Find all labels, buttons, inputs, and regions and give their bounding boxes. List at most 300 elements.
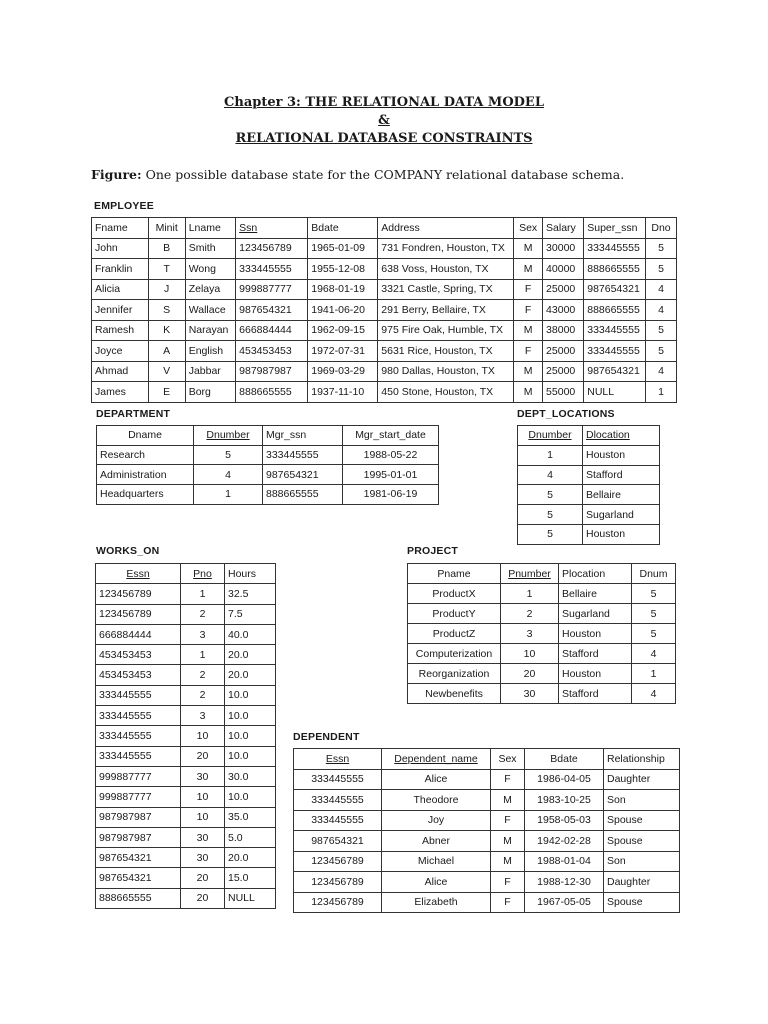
table-cell: 1981-06-19 (343, 485, 439, 505)
table-row (92, 320, 677, 341)
table-cell: 20.0 (225, 645, 276, 665)
table-cell: S (148, 300, 185, 321)
table-row (294, 892, 680, 913)
table-cell: Zelaya (185, 279, 235, 300)
table-cell: NULL (584, 382, 646, 403)
table-cell: Bellaire (583, 485, 660, 505)
table-cell: 638 Voss, Houston, TX (378, 259, 514, 280)
table-row (294, 769, 680, 790)
table-cell: 123456789 (96, 604, 181, 624)
table-cell: Houston (583, 524, 660, 544)
table-cell: 1955-12-08 (308, 259, 378, 280)
table-cell: Houston (583, 445, 660, 465)
column-header-hours: Hours (225, 564, 276, 584)
table-cell: 333445555 (263, 445, 343, 465)
table-cell: 1995-01-01 (343, 465, 439, 485)
table-row (294, 810, 680, 831)
table-cell: M (514, 361, 543, 382)
table-cell: Sugarland (559, 604, 632, 624)
table-cell: Houston (559, 664, 632, 684)
table-cell: 333445555 (584, 320, 646, 341)
column-header-pnumber: Pnumber (501, 564, 559, 584)
table-cell: 3 (181, 624, 225, 644)
table-row (294, 872, 680, 893)
table-cell: 453453453 (96, 665, 181, 685)
table-cell: F (491, 872, 525, 893)
table-cell: Spouse (604, 892, 680, 913)
table-row (408, 684, 676, 704)
dependent-table (293, 748, 680, 913)
table-cell: 20 (181, 868, 225, 888)
table-cell: 987987987 (236, 361, 308, 382)
table-row (97, 445, 439, 465)
table-cell: 1988-05-22 (343, 445, 439, 465)
table-cell: Wallace (185, 300, 235, 321)
figure-label: Figure: (91, 167, 142, 182)
table-cell: Abner (382, 831, 491, 852)
table-row (96, 766, 276, 786)
table-cell: 10.0 (225, 685, 276, 705)
table-cell: 1958-05-03 (525, 810, 604, 831)
table-cell: 987654321 (584, 361, 646, 382)
table-cell: Borg (185, 382, 235, 403)
table-cell: 123456789 (96, 584, 181, 604)
table-cell: 30 (181, 848, 225, 868)
table-row (408, 584, 676, 604)
table-cell: 1988-12-30 (525, 872, 604, 893)
column-header-dname: Dname (97, 426, 194, 446)
table-cell: 666884444 (236, 320, 308, 341)
table-cell: 1967-05-05 (525, 892, 604, 913)
title-ampersand: & (378, 113, 390, 128)
table-cell: 3 (181, 706, 225, 726)
table-row (96, 645, 276, 665)
table-cell: 4 (646, 361, 677, 382)
table-row (92, 300, 677, 321)
table-row (96, 604, 276, 624)
table-cell: 10.0 (225, 726, 276, 746)
table-cell: 987987987 (96, 827, 181, 847)
column-header-sex: Sex (491, 749, 525, 770)
column-header-dnumber: Dnumber (518, 426, 583, 446)
column-header-relationship: Relationship (604, 749, 680, 770)
column-header-dlocation: Dlocation (583, 426, 660, 446)
table-cell: 4 (632, 684, 676, 704)
table-row (294, 790, 680, 811)
table-row (97, 485, 439, 505)
table-row (92, 361, 677, 382)
table-cell: 5 (518, 485, 583, 505)
table-cell: 453453453 (96, 645, 181, 665)
table-row (294, 831, 680, 852)
table-cell: M (491, 790, 525, 811)
table-cell: Ramesh (92, 320, 149, 341)
table-cell: 987654321 (294, 831, 382, 852)
table-cell: 1972-07-31 (308, 341, 378, 362)
table-cell: 999887777 (236, 279, 308, 300)
table-cell: John (92, 238, 149, 259)
table-row (92, 341, 677, 362)
table-cell: 3 (501, 624, 559, 644)
table-cell: E (148, 382, 185, 403)
column-header-dnumber: Dnumber (194, 426, 263, 446)
table-cell: 333445555 (96, 706, 181, 726)
table-row (96, 807, 276, 827)
table-cell: M (491, 831, 525, 852)
table-cell: 5 (646, 238, 677, 259)
table-cell: 1 (181, 584, 225, 604)
table-cell: Alice (382, 872, 491, 893)
project-label: PROJECT (407, 545, 458, 557)
department-label: DEPARTMENT (96, 408, 171, 420)
table-row (518, 445, 660, 465)
table-cell: Spouse (604, 831, 680, 852)
table-cell: 10 (181, 787, 225, 807)
table-cell: K (148, 320, 185, 341)
table-cell: 20 (501, 664, 559, 684)
table-cell: 2 (501, 604, 559, 624)
table-cell: 333445555 (294, 790, 382, 811)
table-cell: 5 (632, 584, 676, 604)
table-row (92, 382, 677, 403)
table-cell: ProductY (408, 604, 501, 624)
table-cell: Jennifer (92, 300, 149, 321)
table-cell: Daughter (604, 872, 680, 893)
table-cell: 1969-03-29 (308, 361, 378, 382)
table-cell: 5.0 (225, 827, 276, 847)
table-cell: 987987987 (96, 807, 181, 827)
column-header-bdate: Bdate (308, 218, 378, 239)
table-cell: 123456789 (294, 892, 382, 913)
table-cell: 123456789 (236, 238, 308, 259)
table-cell: Alicia (92, 279, 149, 300)
table-row (96, 848, 276, 868)
table-row (518, 485, 660, 505)
table-cell: 1962-09-15 (308, 320, 378, 341)
table-cell: 333445555 (294, 810, 382, 831)
table-cell: 888665555 (96, 888, 181, 908)
table-cell: 5 (646, 259, 677, 280)
table-cell: ProductX (408, 584, 501, 604)
table-cell: 2 (181, 604, 225, 624)
table-cell: 1941-06-20 (308, 300, 378, 321)
figure-text: One possible database state for the COMPANY relational database schema. (141, 167, 625, 182)
table-row (408, 664, 676, 684)
table-cell: 25000 (543, 361, 584, 382)
table-row (408, 644, 676, 664)
table-cell: 1 (646, 382, 677, 403)
table-cell: Stafford (583, 465, 660, 485)
table-cell: Sugarland (583, 505, 660, 525)
table-cell: 333445555 (584, 238, 646, 259)
table-cell: Joy (382, 810, 491, 831)
table-cell: F (491, 810, 525, 831)
table-cell: Computerization (408, 644, 501, 664)
table-cell: NULL (225, 888, 276, 908)
header-row (92, 218, 677, 239)
table-cell: Joyce (92, 341, 149, 362)
table-cell: 5631 Rice, Houston, TX (378, 341, 514, 362)
table-row (92, 279, 677, 300)
table-cell: M (514, 320, 543, 341)
table-row (518, 524, 660, 544)
table-cell: Son (604, 790, 680, 811)
table-cell: 4 (632, 644, 676, 664)
table-cell: 333445555 (584, 341, 646, 362)
table-cell: 20.0 (225, 665, 276, 685)
table-row (96, 746, 276, 766)
table-cell: 291 Berry, Bellaire, TX (378, 300, 514, 321)
column-header-fname: Fname (92, 218, 149, 239)
employee-label: EMPLOYEE (94, 200, 154, 212)
table-row (96, 624, 276, 644)
table-cell: English (185, 341, 235, 362)
table-cell: 30 (181, 827, 225, 847)
table-cell: Reorganization (408, 664, 501, 684)
column-header-dependent-name: Dependent_name (382, 749, 491, 770)
table-cell: V (148, 361, 185, 382)
table-row (96, 868, 276, 888)
table-cell: 333445555 (96, 746, 181, 766)
table-cell: Daughter (604, 769, 680, 790)
table-cell: 1937-11-10 (308, 382, 378, 403)
table-cell: 3321 Castle, Spring, TX (378, 279, 514, 300)
table-cell: 333445555 (236, 259, 308, 280)
table-cell: 987654321 (263, 465, 343, 485)
table-cell: 5 (518, 505, 583, 525)
dept-locations-table (517, 425, 660, 545)
table-cell: 25000 (543, 341, 584, 362)
table-cell: Bellaire (559, 584, 632, 604)
table-cell: Houston (559, 624, 632, 644)
table-cell: 1 (632, 664, 676, 684)
column-header-pname: Pname (408, 564, 501, 584)
table-row (518, 465, 660, 485)
project-table (407, 563, 676, 704)
table-cell: 38000 (543, 320, 584, 341)
table-cell: F (514, 341, 543, 362)
table-cell: 888665555 (263, 485, 343, 505)
table-cell: 10.0 (225, 746, 276, 766)
table-cell: 30.0 (225, 766, 276, 786)
column-header-mgr-start-date: Mgr_start_date (343, 426, 439, 446)
table-cell: Michael (382, 851, 491, 872)
table-cell: Stafford (559, 684, 632, 704)
table-cell: Son (604, 851, 680, 872)
table-cell: 333445555 (96, 726, 181, 746)
table-cell: T (148, 259, 185, 280)
table-row (92, 238, 677, 259)
table-row (96, 888, 276, 908)
table-cell: 5 (646, 320, 677, 341)
table-cell: Theodore (382, 790, 491, 811)
table-cell: 1 (518, 445, 583, 465)
table-cell: 20 (181, 888, 225, 908)
table-cell: 5 (632, 624, 676, 644)
table-cell: 123456789 (294, 872, 382, 893)
table-row (97, 465, 439, 485)
column-header-ssn: Ssn (236, 218, 308, 239)
table-cell: 1 (501, 584, 559, 604)
header-row (294, 749, 680, 770)
table-cell: Elizabeth (382, 892, 491, 913)
header-row (97, 426, 439, 446)
table-cell: 4 (646, 300, 677, 321)
table-cell: 5 (518, 524, 583, 544)
table-cell: 10.0 (225, 706, 276, 726)
table-cell: 30 (181, 766, 225, 786)
header-row (408, 564, 676, 584)
table-cell: 35.0 (225, 807, 276, 827)
table-cell: 666884444 (96, 624, 181, 644)
table-cell: 987654321 (236, 300, 308, 321)
table-cell: 2 (181, 665, 225, 685)
table-cell: 20.0 (225, 848, 276, 868)
column-header-address: Address (378, 218, 514, 239)
table-cell: Administration (97, 465, 194, 485)
table-cell: 40000 (543, 259, 584, 280)
works-on-table (95, 563, 276, 909)
table-cell: A (148, 341, 185, 362)
table-cell: 987654321 (96, 868, 181, 888)
column-header-bdate: Bdate (525, 749, 604, 770)
table-cell: 333445555 (96, 685, 181, 705)
table-row (408, 604, 676, 624)
table-cell: M (491, 851, 525, 872)
column-header-sex: Sex (514, 218, 543, 239)
table-cell: Ahmad (92, 361, 149, 382)
table-cell: 888665555 (236, 382, 308, 403)
table-cell: Headquarters (97, 485, 194, 505)
table-cell: 10 (501, 644, 559, 664)
table-cell: 987654321 (96, 848, 181, 868)
table-cell: 4 (194, 465, 263, 485)
table-cell: 15.0 (225, 868, 276, 888)
table-cell: James (92, 382, 149, 403)
table-row (96, 787, 276, 807)
table-cell: 5 (194, 445, 263, 465)
table-cell: 2 (181, 685, 225, 705)
chapter-title: Chapter 3: THE RELATIONAL DATA MODEL (224, 95, 544, 110)
table-cell: Jabbar (185, 361, 235, 382)
table-cell: 30 (501, 684, 559, 704)
header-row (96, 564, 276, 584)
table-row (92, 259, 677, 280)
table-cell: 731 Fondren, Houston, TX (378, 238, 514, 259)
column-header-dnum: Dnum (632, 564, 676, 584)
column-header-super-ssn: Super_ssn (584, 218, 646, 239)
table-row (518, 505, 660, 525)
table-cell: 1986-04-05 (525, 769, 604, 790)
table-cell: 333445555 (294, 769, 382, 790)
table-cell: Research (97, 445, 194, 465)
table-cell: F (514, 279, 543, 300)
table-row (96, 584, 276, 604)
table-cell: 999887777 (96, 766, 181, 786)
table-cell: 1983-10-25 (525, 790, 604, 811)
column-header-essn: Essn (96, 564, 181, 584)
employee-table (91, 217, 677, 403)
table-row (96, 827, 276, 847)
column-header-minit: Minit (148, 218, 185, 239)
column-header-essn: Essn (294, 749, 382, 770)
table-cell: 10 (181, 807, 225, 827)
column-header-plocation: Plocation (559, 564, 632, 584)
table-cell: Spouse (604, 810, 680, 831)
table-cell: 1988-01-04 (525, 851, 604, 872)
table-cell: 1 (181, 645, 225, 665)
table-cell: ProductZ (408, 624, 501, 644)
table-cell: 450 Stone, Houston, TX (378, 382, 514, 403)
table-cell: Alice (382, 769, 491, 790)
table-cell: Narayan (185, 320, 235, 341)
chapter-subtitle: RELATIONAL DATABASE CONSTRAINTS (235, 131, 533, 146)
table-row (96, 706, 276, 726)
table-row (408, 624, 676, 644)
table-cell: 10.0 (225, 787, 276, 807)
table-cell: F (491, 769, 525, 790)
table-cell: B (148, 238, 185, 259)
table-cell: F (514, 300, 543, 321)
table-cell: M (514, 382, 543, 403)
table-cell: 20 (181, 746, 225, 766)
table-cell: Newbenefits (408, 684, 501, 704)
column-header-lname: Lname (185, 218, 235, 239)
table-cell: Wong (185, 259, 235, 280)
table-cell: F (491, 892, 525, 913)
table-cell: 25000 (543, 279, 584, 300)
table-cell: 7.5 (225, 604, 276, 624)
table-cell: Franklin (92, 259, 149, 280)
table-cell: 453453453 (236, 341, 308, 362)
table-row (96, 726, 276, 746)
table-cell: 4 (518, 465, 583, 485)
table-cell: 4 (646, 279, 677, 300)
table-cell: Stafford (559, 644, 632, 664)
dept-locations-label: DEPT_LOCATIONS (517, 408, 615, 420)
figure-caption (91, 167, 624, 182)
department-table (96, 425, 439, 505)
table-cell: 1942-02-28 (525, 831, 604, 852)
table-cell: 975 Fire Oak, Humble, TX (378, 320, 514, 341)
table-cell: 10 (181, 726, 225, 746)
table-cell: 999887777 (96, 787, 181, 807)
table-cell: J (148, 279, 185, 300)
table-cell: 1965-01-09 (308, 238, 378, 259)
column-header-mgr-ssn: Mgr_ssn (263, 426, 343, 446)
table-cell: 5 (632, 604, 676, 624)
table-cell: 123456789 (294, 851, 382, 872)
table-cell: 30000 (543, 238, 584, 259)
column-header-pno: Pno (181, 564, 225, 584)
table-cell: 40.0 (225, 624, 276, 644)
table-cell: Smith (185, 238, 235, 259)
table-cell: 5 (646, 341, 677, 362)
table-cell: M (514, 238, 543, 259)
dependent-label: DEPENDENT (293, 731, 360, 743)
table-cell: M (514, 259, 543, 280)
table-cell: 888665555 (584, 300, 646, 321)
table-row (96, 685, 276, 705)
table-row (294, 851, 680, 872)
table-cell: 32.5 (225, 584, 276, 604)
table-cell: 1968-01-19 (308, 279, 378, 300)
column-header-dno: Dno (646, 218, 677, 239)
table-cell: 987654321 (584, 279, 646, 300)
table-cell: 43000 (543, 300, 584, 321)
table-cell: 980 Dallas, Houston, TX (378, 361, 514, 382)
header-row (518, 426, 660, 446)
